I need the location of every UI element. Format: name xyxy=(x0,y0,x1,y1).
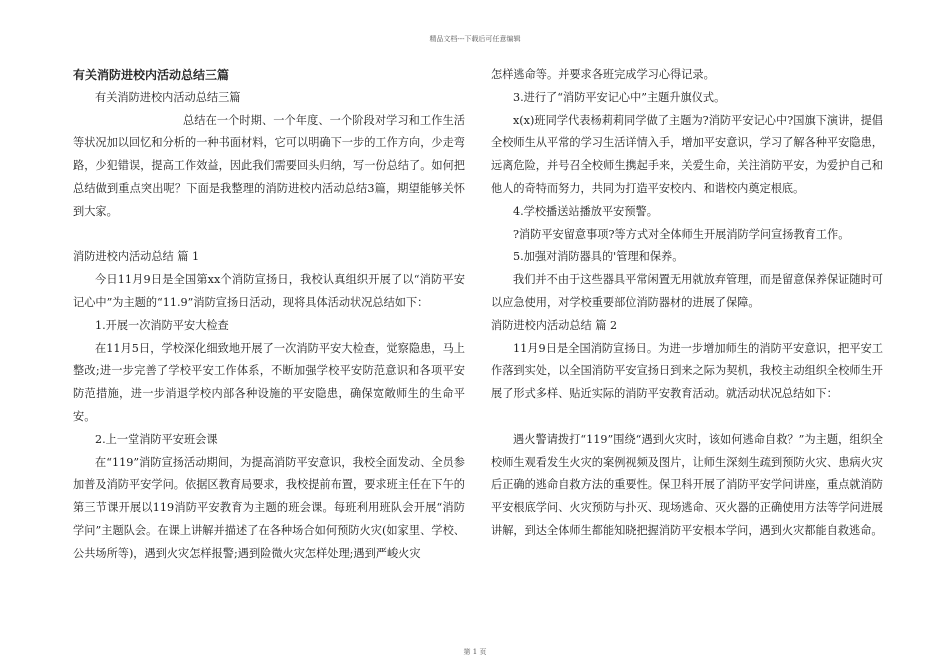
continued-paragraph: 怎样逃命等。并要求各班完成学习心得记录。 xyxy=(491,68,715,81)
section-1-item-2: 2.上一堂消防平安班会课 xyxy=(95,432,218,446)
intro-paragraph: 总结在一个时期、一个年度、一个阶段对学习和工作生活等状况加以回忆和分析的一种书面材料，它可以明确下一步的工作方向，少走弯路，少犯错误，提高工作效益，因此我们需要回头归纳，写一份总结了。如何把总结做到重点突出呢？下面是我整理的消防进校内活动总结3篇，期望能够关怀到大家。 xyxy=(73,113,465,218)
section-1-item-1: 1.开展一次消防平安大检查 xyxy=(95,318,229,332)
section-1-paragraph-4: x(x)班同学代表杨莉莉同学做了主题为?消防平安记心中?国旗下演讲，提倡全校师生从平常的学习生活详情入手，增加平安意识，学习了解各种平安隐患，远离危险，并号召全校师生携起手来，关爱生命，关注消防平安，为爱护自己和他人的奇特而努力，共同为打造平安校内、和谐校内奠定根底。 xyxy=(491,113,883,195)
document-subtitle: 有关消防进校内活动总结三篇 xyxy=(95,90,241,104)
section-1-paragraph-2: 在11月5日，学校深化细致地开展了一次消防平安大检查，觉察隐患，马上整改;进一步完善了学校平安工作体系，不断加强学校平安防范意识和各项平安防范措施，进一步消退学校内部各种设施的平安隐患，确保宽敞师生的生命平安。 xyxy=(73,341,465,423)
spacer xyxy=(491,406,883,429)
section-1-paragraph-6: 我们并不由于这些器具平常闲置无用就放弃管理，而是留意保养保证随时可以应急使用，对学校重要部位消防器材的进展了保障。 xyxy=(491,273,883,309)
right-column xyxy=(491,64,883,543)
left-column xyxy=(73,64,465,566)
section-2-paragraph-1: 11月9日是全国消防宣扬日。为进一步增加师生的消防平安意识，把平安工作落到实处，以全国消防平安宣扬日到来之际为契机，我校主动组织全校师生开展了形式多样、贴近实际的消防平安教育活动。就活动状况总结如下： xyxy=(491,341,883,401)
page-number: 第 1 页 xyxy=(463,648,487,656)
section-2-title: 消防进校内活动总结 篇 2 xyxy=(491,318,618,332)
section-1-item-5: 5.加强对消防器具的'管理和保养。 xyxy=(513,250,684,264)
section-2-paragraph-2: 遇火警请拨打“119”围绕“遇到火灾时，该如何逃命自救？”为主题，组织全校师生观看发生火灾的案例视频及图片，让师生深刻生疏到预防火灾、患病火灾后正确的逃命自救方法的重要性。保卫科开展了消防平安学问讲座，重点就消防平安根底学问、火灾预防与扑灭、现场逃命、灭火器的正确使用方法等学问进展讲解，到达全体师生都能知晓把握消防平安根本学问，遇到火灾都能自救逃命。 xyxy=(491,432,883,537)
spacer xyxy=(73,224,465,247)
section-1-paragraph-1: 今日11月9日是全国第xx个消防宣扬日，我校认真组织开展了以“消防平安记心中”为主题的“11.9”消防宣扬日活动，现将具体活动状况总结如下： xyxy=(73,273,465,309)
section-1-paragraph-3: 在“119”消防宣扬活动期间，为提高消防平安意识，我校全面发动、全员参加普及消防平安学问。依据区教育局要求，我校提前布置，要求班主任在下午的第三节课开展以119消防平安教育为主题的班会课。每班利用班队会开展“消防学问”主题队会。在课上讲解并描述了在各种场合如何预防火灾(如家里、学校、公共场所等)，遇到火灾怎样报警;遇到险微火灾怎样处理;遇到严峻火灾 xyxy=(73,455,465,560)
page-header-note: 精品文档---下载后可任意编辑 xyxy=(429,35,521,43)
section-1-item-4: 4.学校播送站播放平安预警。 xyxy=(513,204,658,218)
section-1-title: 消防进校内活动总结 篇 1 xyxy=(73,250,200,264)
section-1-item-3: 3.进行了“消防平安记心中”主题升旗仪式。 xyxy=(513,90,726,104)
section-1-paragraph-5: ?消防平安留意事项?等方式对全体师生开展消防学问宣扬教育工作。 xyxy=(513,227,850,241)
document-title: 有关消防进校内活动总结三篇 xyxy=(73,68,230,82)
